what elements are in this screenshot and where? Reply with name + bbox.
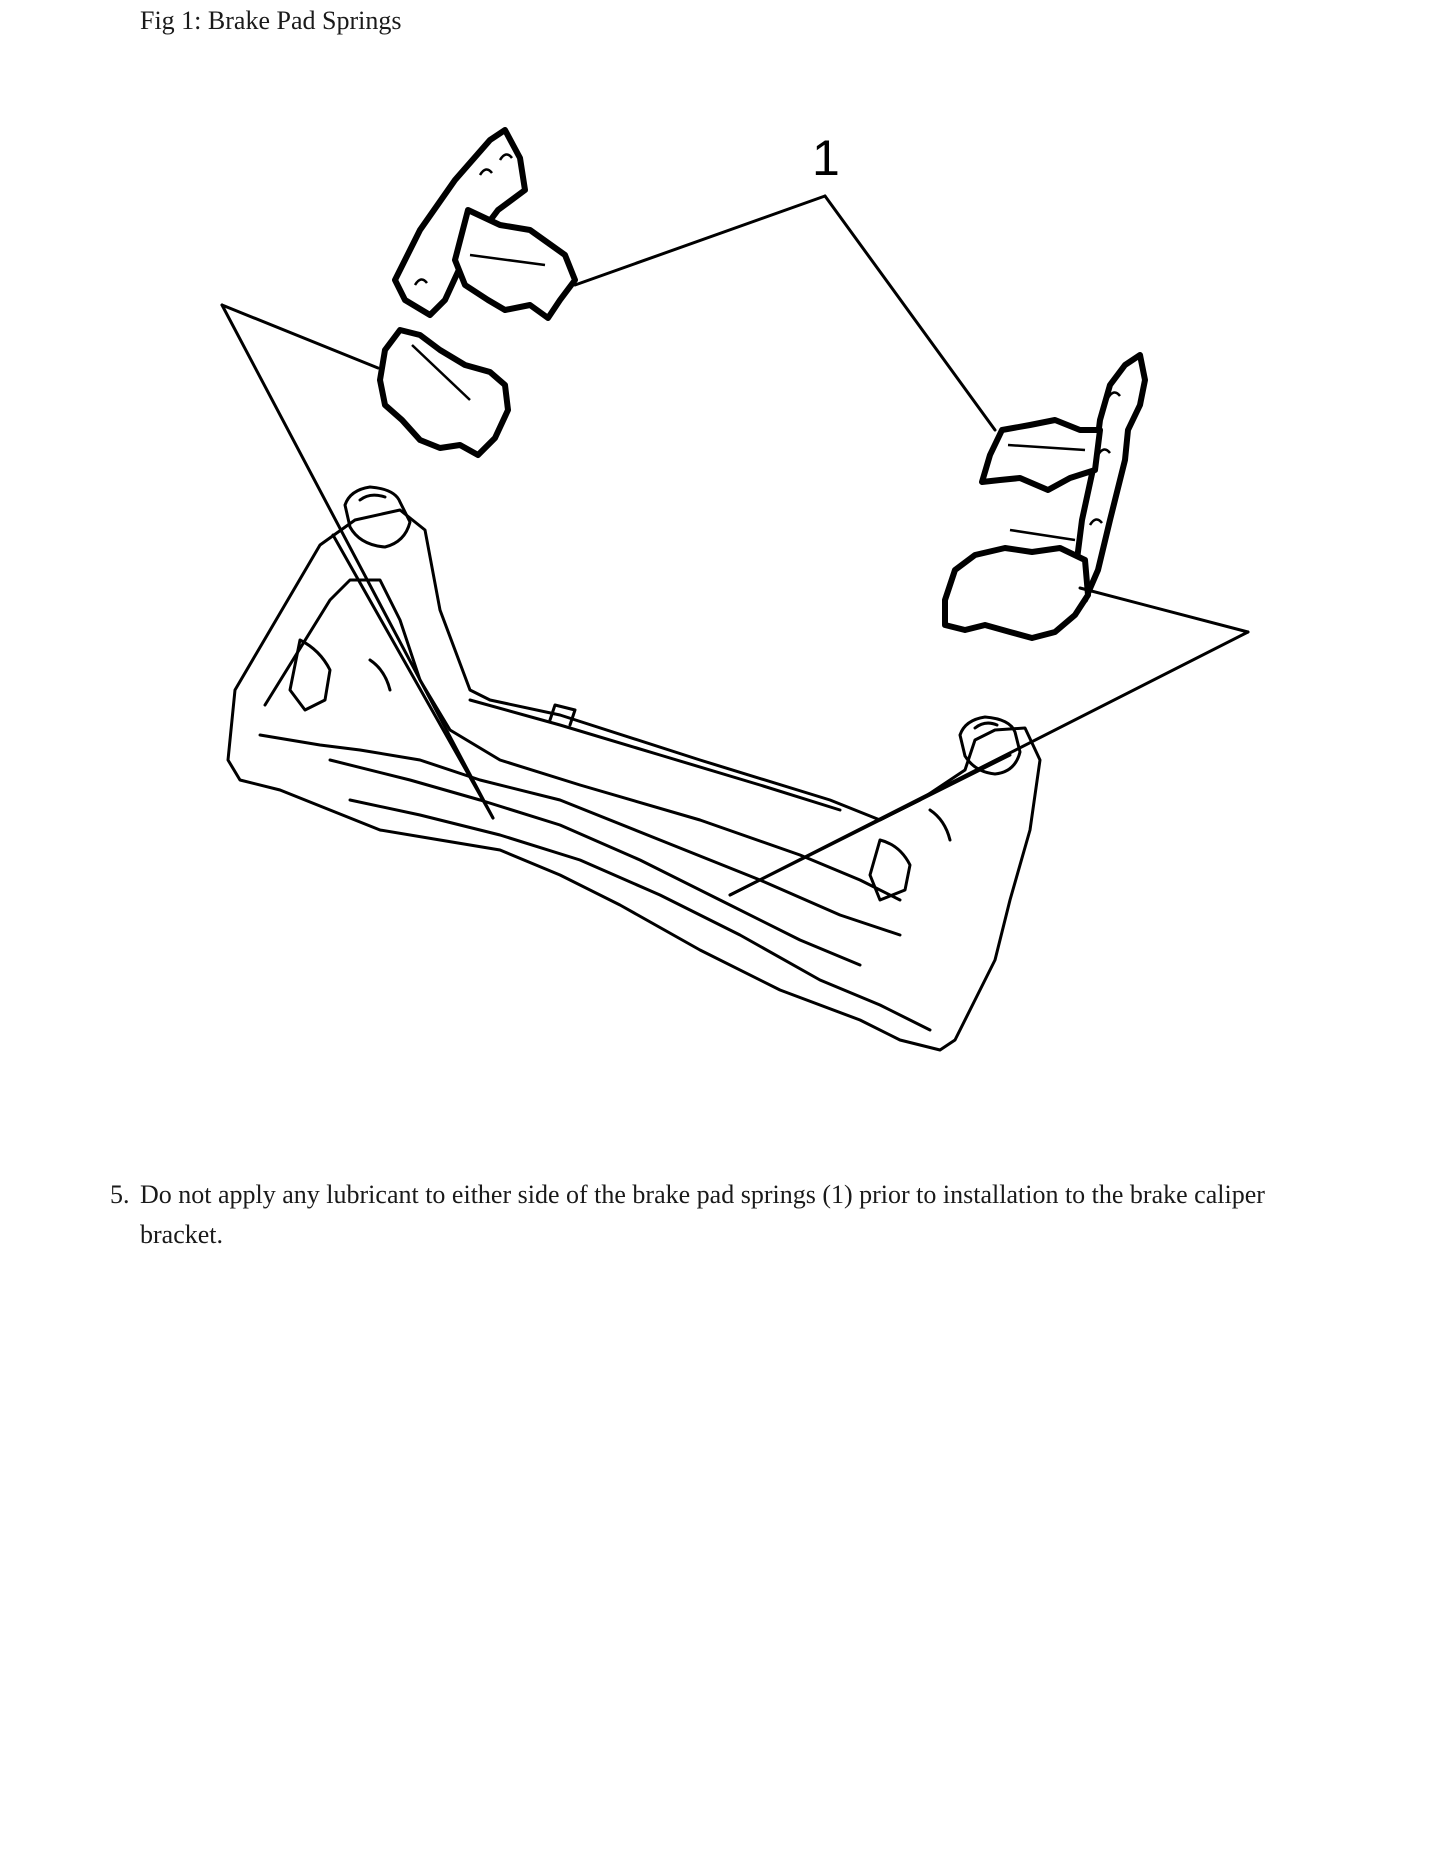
brake-pad-spring-left xyxy=(380,130,575,455)
step-text: Do not apply any lubricant to either side of the brake pad springs (1) prior to installation to the brake caliper bracket. xyxy=(140,1180,1265,1249)
instruction-step-5 xyxy=(110,1175,1330,1255)
step-number: 5. xyxy=(110,1180,130,1209)
figure-caption: Fig 1: Brake Pad Springs xyxy=(140,6,402,35)
brake-caliper-bracket xyxy=(228,487,1040,1050)
callout-leader-lines xyxy=(575,196,995,430)
abutment-leader-lines-right xyxy=(730,588,1248,895)
callout-number-1: 1 xyxy=(812,130,840,186)
brake-pad-spring-right xyxy=(945,355,1145,638)
